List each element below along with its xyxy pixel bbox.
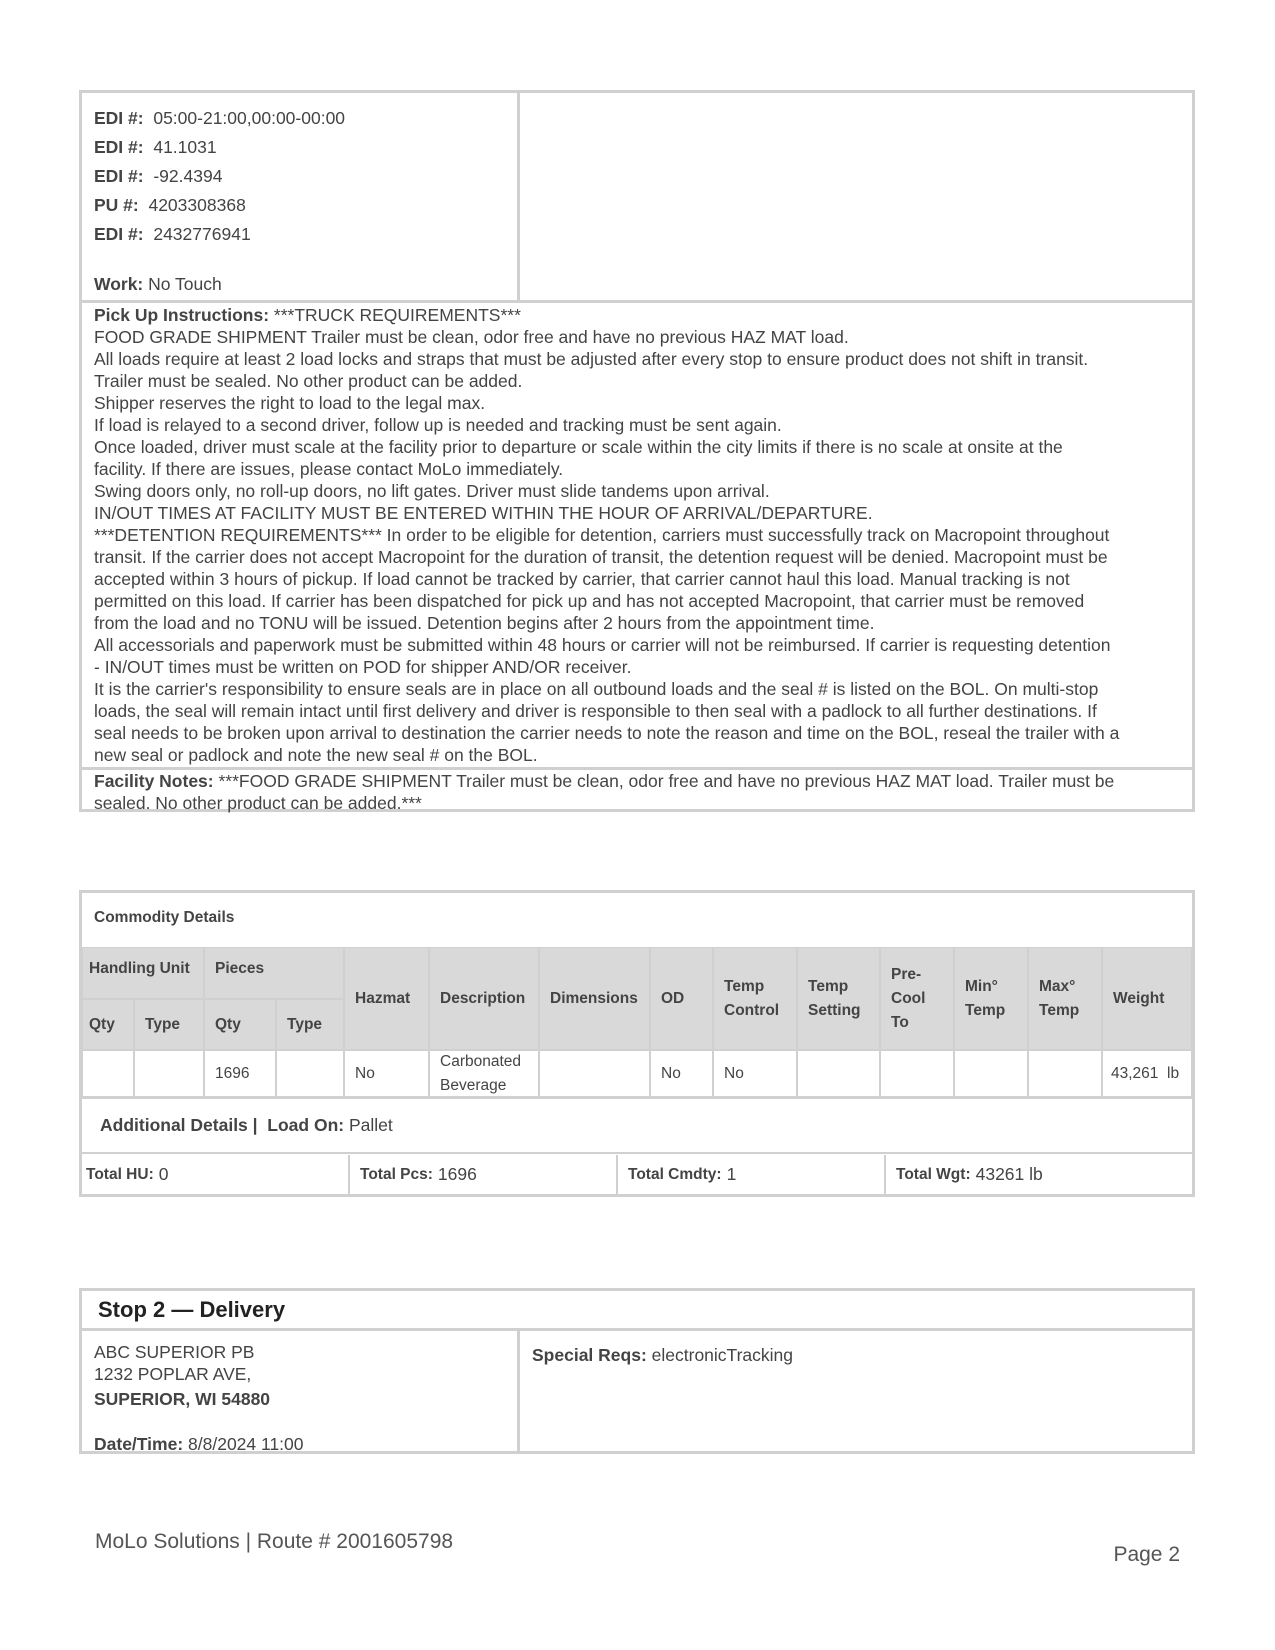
cell-pieces-type <box>276 1050 344 1097</box>
header-temp-setting: Temp Setting <box>797 947 880 1050</box>
reference-row: EDI #: 05:00-21:00,00:00-00:00 <box>94 108 346 128</box>
load-on-value: Pallet <box>348 1115 393 1135</box>
cell-max-temp <box>1028 1050 1102 1097</box>
stop1-panel <box>79 90 1195 812</box>
cell-min-temp <box>954 1050 1028 1097</box>
header-pre-cool-to: Pre-Cool To <box>880 947 954 1050</box>
cell-description: Carbonated Beverage <box>429 1050 539 1097</box>
cell-weight: 43,261 lb <box>1102 1050 1192 1097</box>
reference-row: PU #: 4203308368 <box>94 195 246 215</box>
reference-row: EDI #: -92.4394 <box>94 166 223 186</box>
total-hu: Total HU: 0 <box>82 1155 350 1194</box>
header-pieces: Pieces <box>204 947 344 999</box>
stop2-address: 1232 POPLAR AVE, <box>94 1364 252 1384</box>
reference-row: EDI #: 2432776941 <box>94 224 251 244</box>
cell-temp-setting <box>797 1050 880 1097</box>
total-cmdty-value: 1 <box>726 1164 737 1184</box>
cell-hazmat: No <box>344 1050 429 1097</box>
header-min-temp: Min° Temp <box>954 947 1028 1050</box>
header-hazmat: Hazmat <box>344 947 429 1050</box>
reference-value: 05:00-21:00,00:00-00:00 <box>153 108 346 128</box>
header-handling-unit: Handling Unit <box>82 947 204 999</box>
total-cmdty: Total Cmdty: 1 <box>618 1155 886 1194</box>
facility-notes-label: Facility Notes: <box>94 771 214 791</box>
reference-value: -92.4394 <box>153 166 223 186</box>
cell-hu-qty <box>82 1050 134 1097</box>
page-number: Page 2 <box>1113 1543 1180 1566</box>
pickup-instructions-label: Pick Up Instructions: <box>94 305 270 325</box>
stop2-title: Stop 2 — Delivery <box>82 1291 1192 1331</box>
reference-value: 41.1031 <box>153 137 217 157</box>
cell-od: No <box>650 1050 713 1097</box>
reference-value: 4203308368 <box>148 195 246 215</box>
reference-row: EDI #: 41.1031 <box>94 137 217 157</box>
additional-details-row <box>82 1097 1192 1154</box>
header-od: OD <box>650 947 713 1050</box>
stop2-address-block <box>82 1331 520 1454</box>
footer-route: MoLo Solutions | Route # 2001605798 <box>95 1530 454 1553</box>
header-dimensions: Dimensions <box>539 947 650 1050</box>
pickup-instructions: Pick Up Instructions: ***TRUCK REQUIREMENTS*** FOOD GRADE SHIPMENT Trailer must be clean, odor free and have no previous HAZ MAT load. All loads require at least 2 load locks and straps that must be adjusted after every stop to ensure product does not shift in transit. Trailer must be sealed. No other product can be added. Shipper reserves the right to load to the legal max. If load is relayed to a second driver, follow up is needed and tracking must be sent again. Once loaded, driver must scale at the facility prior to departure or scale within the city limits if there is no scale at onsite at the facility. If there are issues, please contact MoLo immediately. Swing doors only, no roll-up doors, no lift gates. Driver must slide tandems upon arrival. IN/OUT TIMES AT FACILITY MUST BE ENTERED WITHIN THE HOUR OF ARRIVAL/DEPARTURE. ***DETENTION REQUIREMENTS*** In order to be eligible for detention, carriers must successfully track on Macropoint throughout transit. If the carrier does not accept Macropoint for the duration of transit, the detention request will be denied. Macropoint must be accepted within 3 hours of pickup. If load cannot be tracked by carrier, that carrier cannot haul this load. Manual tracking is not permitted on this load. If carrier has been dispatched for pick up and has not accepted Macropoint, that carrier must be removed from the load and no TONU will be issued. Detention begins after 2 hours from the appointment time. All accessorials and paperwork must be submitted within 48 hours or carrier will not be reimbursed. If carrier is requesting detention - IN/OUT times must be written on POD for shipper AND/OR receiver. It is the carrier's responsibility to ensure seals are in place on all outbound loads and the seal # is listed on the BOL. On multi-stop loads, the seal will remain intact until first delivery and driver is responsible to then seal with a padlock to all further destinations. If seal needs to be broken upon arrival to destination the carrier needs to note the reason and time on the BOL, reseal the trailer with a new seal or padlock and note the new seal # on the BOL. <box>94 305 1120 765</box>
stop2-panel <box>79 1288 1195 1454</box>
datetime-value: 8/8/2024 11:00 <box>188 1434 304 1454</box>
additional-details-label: Additional Details | <box>100 1115 258 1135</box>
total-pcs: Total Pcs: 1696 <box>350 1155 618 1194</box>
header-hu-type: Type <box>134 999 204 1050</box>
header-weight: Weight <box>1102 947 1192 1050</box>
header-description: Description <box>429 947 539 1050</box>
datetime-label: Date/Time: <box>94 1434 184 1454</box>
total-pcs-value: 1696 <box>437 1164 477 1184</box>
commodity-details-table <box>79 890 1195 1197</box>
header-hu-qty: Qty <box>82 999 134 1050</box>
special-reqs-label: Special Reqs: <box>532 1345 647 1365</box>
cell-temp-control: No <box>713 1050 797 1097</box>
reference-value: 2432776941 <box>153 224 251 244</box>
special-reqs-value: electronicTracking <box>651 1345 794 1365</box>
total-hu-value: 0 <box>158 1164 169 1184</box>
stop2-city: SUPERIOR, WI 54880 <box>94 1389 271 1409</box>
header-pieces-qty: Qty <box>204 999 276 1050</box>
stop1-reference-list <box>82 93 520 300</box>
facility-notes: Facility Notes: ***FOOD GRADE SHIPMENT Trailer must be clean, odor free and have no previous HAZ MAT load. Trailer must be sealed. No other product can be added.*** <box>82 767 1192 812</box>
special-reqs <box>532 1345 793 1366</box>
cell-dimensions <box>539 1050 650 1097</box>
header-max-temp: Max° Temp <box>1028 947 1102 1050</box>
header-pieces-type: Type <box>276 999 344 1050</box>
stop2-name: ABC SUPERIOR PB <box>94 1342 255 1362</box>
total-wgt-value: 43261 lb <box>975 1164 1043 1184</box>
work-row: Work: No Touch <box>94 274 222 294</box>
stop1-reference-section <box>82 93 1192 303</box>
work-value: No Touch <box>148 274 222 294</box>
load-on-label: Load On: <box>267 1115 345 1135</box>
cell-pieces-qty: 1696 <box>204 1050 276 1097</box>
header-temp-control: Temp Control <box>713 947 797 1050</box>
cell-hu-type <box>134 1050 204 1097</box>
total-wgt: Total Wgt: 43261 lb <box>896 1164 1043 1184</box>
cell-pre-cool-to <box>880 1050 954 1097</box>
commodity-details-title: Commodity Details <box>94 909 235 926</box>
